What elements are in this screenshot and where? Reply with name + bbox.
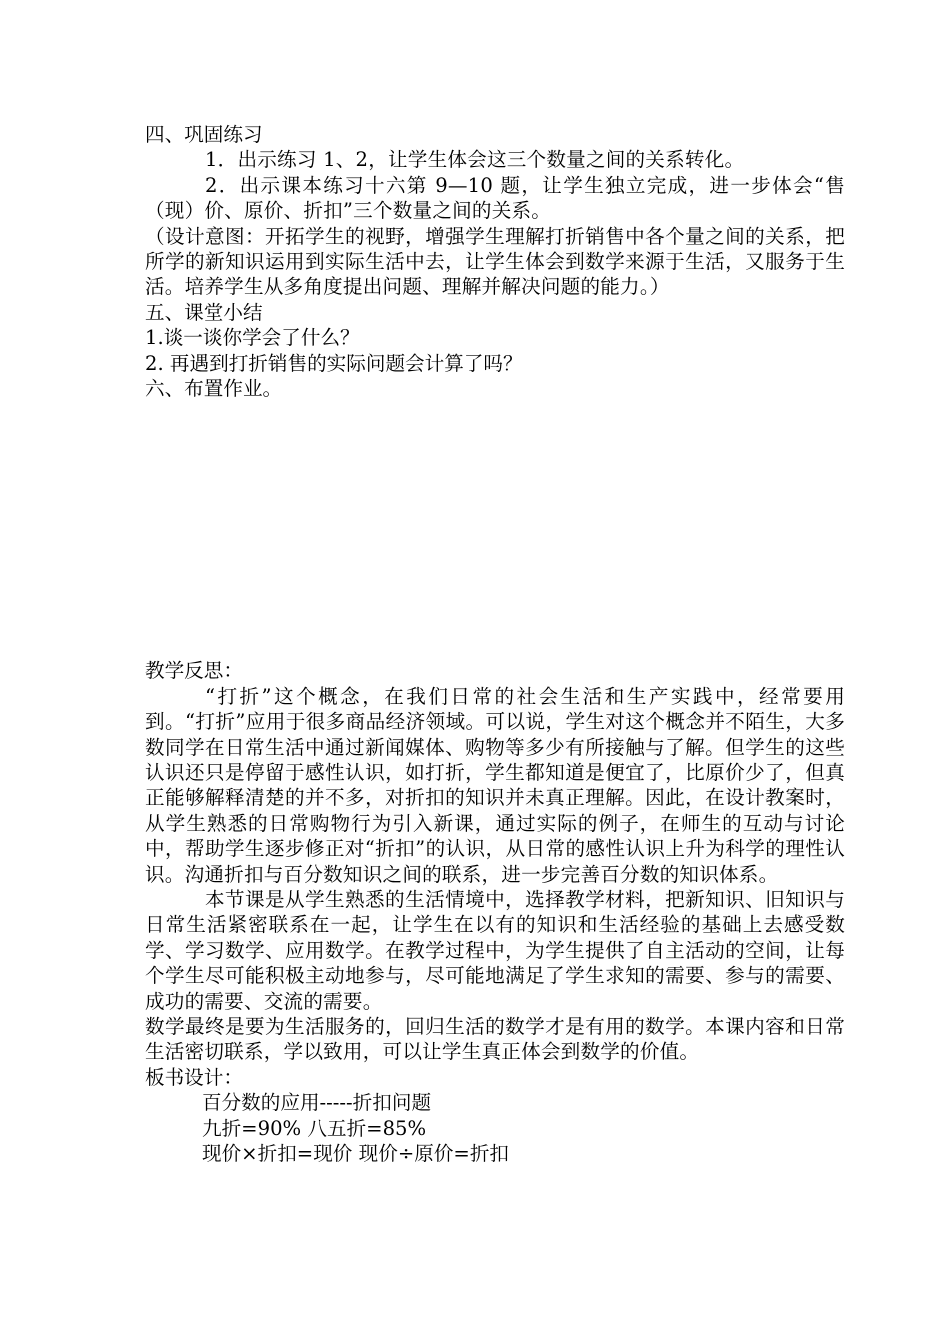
reflection-paragraph-2: 本节课是从学生熟悉的生活情境中，选择教学材料，把新知识、旧知识与日常生活紧密联系在一起，让学生在以有的知识和生活经验的基础上去感受数学、学习数学、应用数学。在教学过程中，为学生提供了自主活动的空间，让每个学生尽可能积极主动地参与，尽可能地满足了学生求知的需要、参与的需要、成功的需要、交流的需要。 [145, 888, 845, 1013]
board-line-discounts: 九折=90% 八五折=85% [202, 1116, 427, 1140]
document-page [145, 122, 845, 1166]
board-line-formulas: 现价×折扣=现价 现价÷原价=折扣 [202, 1142, 510, 1166]
board-line-title: 百分数的应用-----折扣问题 [202, 1091, 432, 1115]
section-heading-summary: 五、课堂小结 [145, 300, 263, 324]
summary-question-2: 2. 再遇到打折销售的实际问题会计算了吗？ [145, 351, 523, 375]
summary-question-1: 1.谈一谈你学会了什么？ [145, 326, 360, 350]
reflection-paragraph-3: 数学最终是要为生活服务的，回归生活的数学才是有用的数学。本课内容和日常生活密切联系，学以致用，可以让学生真正体会到数学的价值。 [145, 1015, 845, 1064]
design-intent-note: （设计意图：开拓学生的视野，增强学生理解打折销售中各个量之间的关系，把所学的新知识运用到实际生活中去，让学生体会到数学来源于生活，又服务于生活。培养学生从多角度提出问题、理解并解决问题的能力。） [145, 224, 845, 299]
practice-item-1: 1．出示练习 1、2，让学生体会这三个数量之间的关系转化。 [205, 148, 745, 172]
blank-space [145, 401, 845, 658]
section-heading-homework: 六、布置作业。 [145, 377, 283, 400]
board-design-heading: 板书设计： [145, 1065, 243, 1089]
section-heading-practice: 四、巩固练习 [145, 123, 263, 146]
reflection-paragraph-1: “打折”这个概念，在我们日常的社会生活和生产实践中，经常要用到。“打折”应用于很多商品经济领域。可以说，学生对这个概念并不陌生，大多数同学在日常生活中通过新闻媒体、购物等多少有所接触与了解。但学生的这些认识还只是停留于感性认识，如打折，学生都知道是便宜了，比原价少了，但真正能够解释清楚的并不多，对折扣的知识并未真正理解。因此，在设计教案时，从学生熟悉的日常购物行为引入新课，通过实际的例子，在师生的互动与讨论中，帮助学生逐步修正对“折扣”的认识，从日常的感性认识上升为科学的理性认识。沟通折扣与百分数知识之间的联系，进一步完善百分数的知识体系。 [145, 684, 845, 886]
practice-item-2: 2．出示课本练习十六第 9—10 题，让学生独立完成，进一步体会“售（现）价、原价、折扣”三个数量之间的关系。 [145, 173, 845, 223]
reflection-heading: 教学反思： [145, 659, 243, 683]
